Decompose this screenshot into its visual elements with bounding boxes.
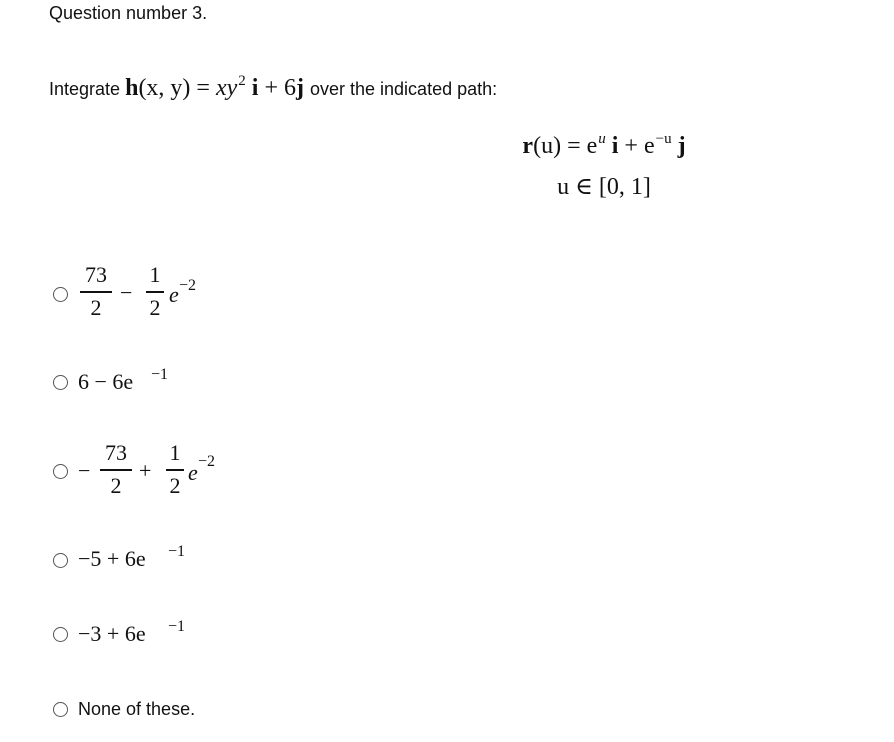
field-unit-j: j: [296, 75, 304, 101]
field-name: h: [125, 75, 139, 101]
field-args: (x, y) =: [138, 75, 210, 101]
path-equation: [495, 122, 713, 170]
path-exp2: −u: [655, 131, 672, 147]
field-plus: + 6: [264, 75, 296, 101]
option-3-base: e: [188, 460, 198, 485]
option-6-radio[interactable]: [53, 702, 68, 717]
option-1-radio[interactable]: [53, 287, 68, 302]
option-1-base: e: [169, 282, 179, 307]
option-5-text[interactable]: −3 + 6e: [78, 621, 146, 646]
path-args: (u) = e: [533, 133, 598, 159]
question-prompt: [49, 73, 497, 102]
option-3-op: +: [139, 458, 152, 483]
option-3-frac2: 1 2: [166, 440, 184, 498]
path-definition: [495, 122, 713, 218]
option-1-frac1: 73 2: [80, 262, 112, 320]
field-unit-i: i: [251, 75, 259, 101]
option-3-exp: −2: [198, 453, 216, 470]
option-4-text[interactable]: −5 + 6e: [78, 546, 146, 571]
option-5-exp: −1: [168, 618, 186, 635]
prompt-prefix: Integrate: [49, 79, 121, 99]
path-domain: u ∈ [0, 1]: [557, 174, 651, 200]
option-4-exp: −1: [168, 543, 186, 560]
option-2-exp: −1: [151, 366, 169, 383]
vector-field: [125, 75, 310, 101]
option-5-radio[interactable]: [53, 627, 68, 642]
option-4-radio[interactable]: [53, 553, 68, 568]
path-unit-i: i: [611, 133, 619, 159]
option-3-frac1: 73 2: [100, 440, 132, 498]
field-term1-exp: 2: [238, 73, 246, 89]
prompt-suffix: over the indicated path:: [310, 79, 498, 99]
option-2-text[interactable]: 6 − 6e: [78, 369, 134, 394]
option-1-op: −: [120, 280, 133, 305]
path-unit-j: j: [677, 133, 686, 159]
path-plus: + e: [624, 133, 655, 159]
option-3-radio[interactable]: [53, 464, 68, 479]
path-name: r: [522, 133, 534, 159]
path-exp1: u: [598, 131, 606, 147]
option-1-frac2: 1 2: [146, 262, 164, 320]
option-6-text[interactable]: None of these.: [78, 699, 196, 719]
option-3-lead: −: [78, 458, 91, 483]
option-1-exp: −2: [179, 277, 197, 294]
option-2-radio[interactable]: [53, 375, 68, 390]
question-title: Question number 3.: [49, 3, 208, 23]
field-term1: xy: [215, 75, 238, 101]
